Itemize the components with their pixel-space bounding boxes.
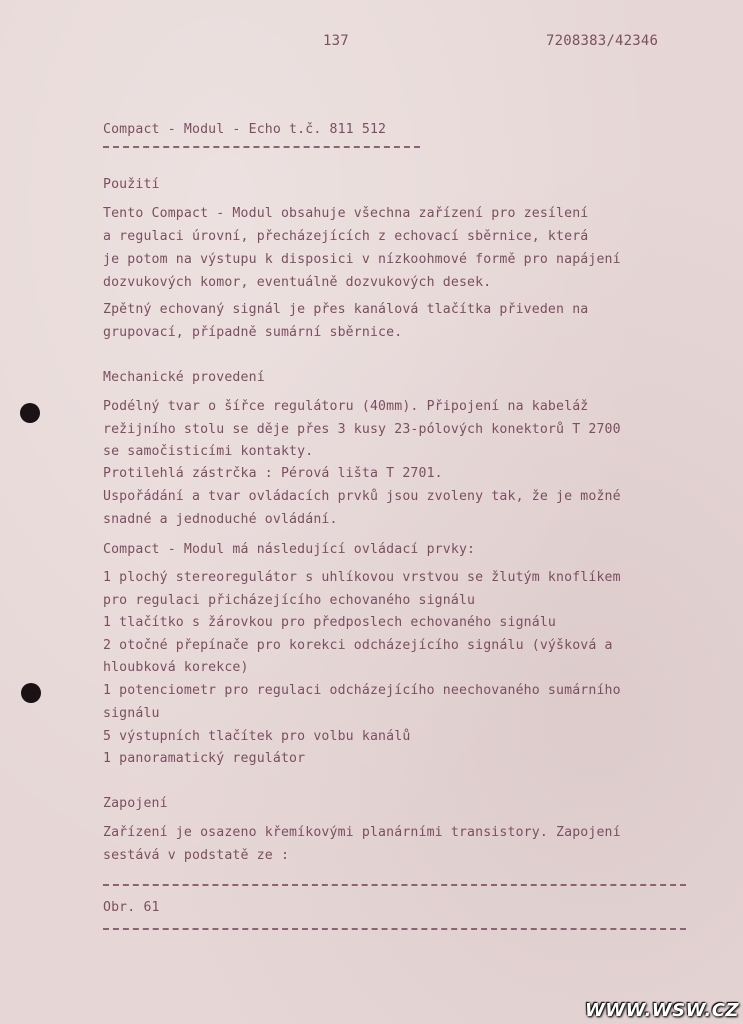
- punch-hole-icon: [20, 403, 40, 423]
- figure-rule-top: [103, 884, 686, 886]
- text-line: Uspořádání a tvar ovládacích prvků jsou zvoleny tak, že je možné: [103, 489, 621, 504]
- text-line: snadné a jednoduché ovládání.: [103, 512, 338, 527]
- section-heading-zapojeni: Zapojení: [103, 796, 168, 811]
- document-number: 7208383/42346: [546, 33, 659, 49]
- section-heading-pouziti: Použití: [103, 177, 160, 192]
- figure-rule-bottom: [103, 928, 686, 930]
- text-line: sestává v podstatě ze :: [103, 848, 290, 863]
- watermark-logo: WWW.WSW.CZ: [584, 1000, 739, 1021]
- list-item: pro regulaci přicházejícího echovaného signálu: [103, 593, 476, 608]
- text-line: se samočisticími kontakty.: [103, 444, 314, 459]
- text-line: Zpětný echovaný signál je přes kanálová tlačítka přiveden na: [103, 302, 589, 317]
- text-line: je potom na výstupu k disposici v nízkoohmové formě pro napájení: [103, 252, 621, 267]
- list-item: 5 výstupních tlačítek pro volbu kanálů: [103, 729, 411, 744]
- list-item: hloubková korekce): [103, 660, 249, 675]
- list-item: signálu: [103, 706, 160, 721]
- list-item: 1 potenciometr pro regulaci odcházejícího neechovaného sumárního: [103, 683, 621, 698]
- text-line: grupovací, případně sumární sběrnice.: [103, 325, 403, 340]
- text-line: a regulaci úrovní, přecházejících z echovací sběrnice, která: [103, 229, 589, 244]
- section-heading-mechanicke: Mechanické provedení: [103, 370, 265, 385]
- document-title: Compact - Modul - Echo t.č. 811 512: [103, 122, 387, 137]
- page-number: 137: [323, 33, 349, 49]
- text-line: Podélný tvar o šířce regulátoru (40mm). Připojení na kabeláž: [103, 399, 589, 414]
- figure-label: Obr. 61: [103, 900, 160, 915]
- controls-intro: Compact - Modul má následující ovládací prvky:: [103, 542, 476, 557]
- punch-hole-icon: [21, 683, 41, 703]
- text-line: Protilehlá zástrčka : Pérová lišta T 2701.: [103, 466, 443, 481]
- list-item: 1 panoramatický regulátor: [103, 751, 306, 766]
- list-item: 2 otočné přepínače pro korekci odcházejícího signálu (výšková a: [103, 638, 613, 653]
- title-underline: [103, 146, 420, 148]
- text-line: režijního stolu se děje přes 3 kusy 23-pólových konektorů T 2700: [103, 422, 621, 437]
- text-line: Zařízení je osazeno křemíkovými planárními transistory. Zapojení: [103, 825, 621, 840]
- list-item: 1 plochý stereoregulátor s uhlíkovou vrstvou se žlutým knoflíkem: [103, 570, 621, 585]
- text-line: Tento Compact - Modul obsahuje všechna zařízení pro zesílení: [103, 206, 589, 221]
- list-item: 1 tlačítko s žárovkou pro předposlech echovaného signálu: [103, 615, 557, 630]
- text-line: dozvukových komor, eventuálně dozvukových desek.: [103, 275, 492, 290]
